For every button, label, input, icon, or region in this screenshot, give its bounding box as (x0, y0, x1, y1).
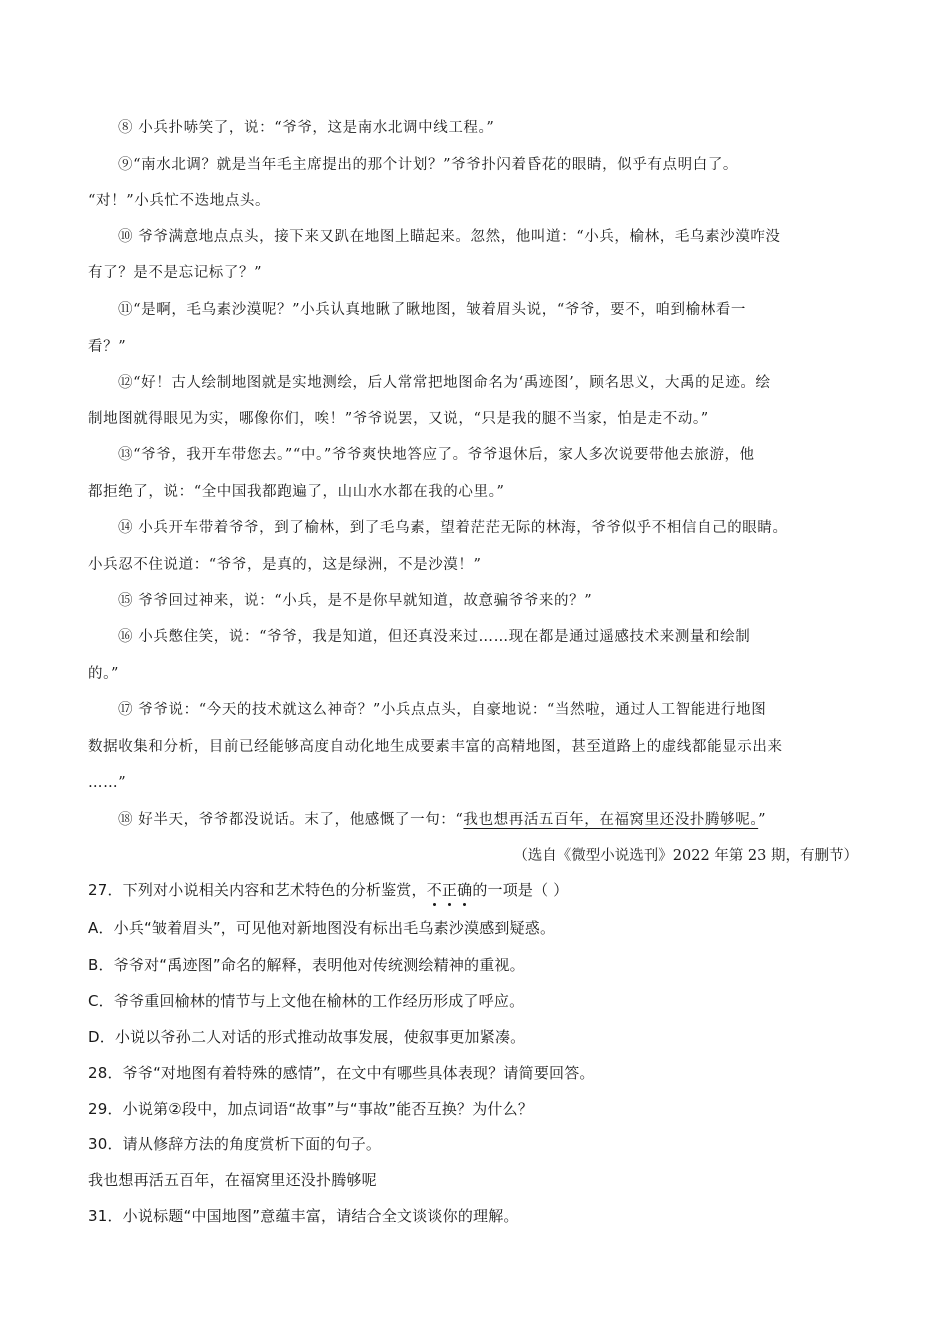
paragraph-14-line-1: ⑭ 小兵开车带着爷爷，到了榆林，到了毛乌素，望着茫茫无际的林海，爷爷似乎不相信自己的眼睛。 (118, 520, 788, 536)
dotted-char: 正 (441, 881, 458, 899)
paragraph-8: ⑧ 小兵扑哧笑了，说：“爷爷，这是南水北调中线工程。” (118, 120, 495, 136)
paragraph-13-line-1: ⑬“爷爷，我开车带您去。”“中。”爷爷爽快地答应了。爷爷退休后，家人多次说要带他去旅游，他 (118, 447, 755, 463)
question-27 (88, 880, 568, 900)
paragraph-18-close-quote: ” (758, 812, 767, 828)
underlined-sentence: 我也想再活五百年，在福窝里还没扑腾够呢。 (463, 812, 759, 828)
question-30-sentence: 我也想再活五百年，在福窝里还没扑腾够呢 (88, 1171, 377, 1189)
paragraph-15: ⑮ 爷爷回过神来，说：“小兵，是不是你早就知道，故意骗爷爷来的？” (118, 593, 593, 609)
paragraph-18-lead: ⑱ 好半天，爷爷都没说话。末了，他感慨了一句：“ (118, 812, 464, 828)
paragraph-16-line-1: ⑯ 小兵憋住笑，说：“爷爷，我是知道，但还真没来过……现在都是通过遥感技术来测量和绘制 (118, 629, 751, 645)
paragraph-16-line-2: 的。” (88, 666, 119, 682)
question-27-stem: 27．下列对小说相关内容和艺术特色的分析鉴赏， (88, 881, 427, 899)
paragraph-14-line-2: 小兵忍不住说道：“爷爷，是真的，这是绿洲，不是沙漠！” (88, 557, 482, 573)
question-28: 28．爷爷“对地图有着特殊的感情”，在文中有哪些具体表现？请简要回答。 (88, 1064, 595, 1082)
option-d: D．小说以爷孙二人对话的形式推动故事发展，使叙事更加紧凑。 (88, 1028, 526, 1046)
option-a: A．小兵“皱着眉头”，可见他对新地图没有标出毛乌素沙漠感到疑惑。 (88, 919, 556, 937)
paragraph-17-line-3: ……” (88, 775, 127, 791)
dotted-char: 不 (426, 881, 442, 899)
paragraph-17-line-2: 数据收集和分析，目前已经能够高度自动化地生成要素丰富的高精地图，甚至道路上的虚线都能显示出来 (88, 739, 783, 755)
paragraph-11-line-2: 看？” (88, 339, 127, 355)
question-31: 31．小说标题“中国地图”意蕴丰富，请结合全文谈谈你的理解。 (88, 1207, 519, 1225)
source-citation: （选自《微型小说选刊》2022 年第 23 期，有删节） (513, 848, 858, 864)
question-30: 30．请从修辞方法的角度赏析下面的句子。 (88, 1135, 382, 1153)
option-c: C．爷爷重回榆林的情节与上文他在榆林的工作经历形成了呼应。 (88, 992, 525, 1010)
paragraph-17-line-1: ⑰ 爷爷说：“今天的技术就这么神奇？”小兵点点头，自豪地说：“当然啦，通过人工智能进行地图 (118, 702, 767, 718)
paragraph-9-continued: “对！”小兵忙不迭地点头。 (88, 193, 271, 209)
question-29: 29．小说第②段中，加点词语“故事”与“事故”能否互换？为什么？ (88, 1100, 534, 1118)
paragraph-12-line-2: 制地图就得眼见为实，哪像你们，唉！”爷爷说罢，又说，“只是我的腿不当家，怕是走不动。” (88, 411, 709, 427)
paragraph-13-line-2: 都拒绝了，说：“全中国我都跑遍了，山山水水都在我的心里。” (88, 484, 505, 500)
paragraph-11-line-1: ⑪“是啊，毛乌素沙漠呢？”小兵认真地瞅了瞅地图，皱着眉头说，“爷爷，要不，咱到榆林看一 (118, 302, 747, 318)
option-b: B．爷爷对“禹迹图”命名的解释，表明他对传统测绘精神的重视。 (88, 956, 525, 974)
paragraph-18 (118, 810, 766, 830)
dotted-char: 确 (457, 881, 473, 899)
paragraph-10-line-2: 有了？是不是忘记标了？” (88, 265, 263, 281)
paragraph-10-line-1: ⑩ 爷爷满意地点点头，接下来又趴在地图上瞄起来。忽然，他叫道：“小兵，榆林，毛乌素沙漠咋没 (118, 229, 781, 245)
paragraph-9: ⑨“南水北调？就是当年毛主席提出的那个计划？”爷爷扑闪着昏花的眼睛，似乎有点明白了。 (118, 157, 739, 173)
paragraph-12-line-1: ⑫“好！古人绘制地图就是实地测绘，后人常常把地图命名为‘禹迹图’，顾名思义，大禹的足迹。绘 (118, 375, 771, 391)
question-27-tail: 的一项是（ ） (472, 881, 569, 899)
